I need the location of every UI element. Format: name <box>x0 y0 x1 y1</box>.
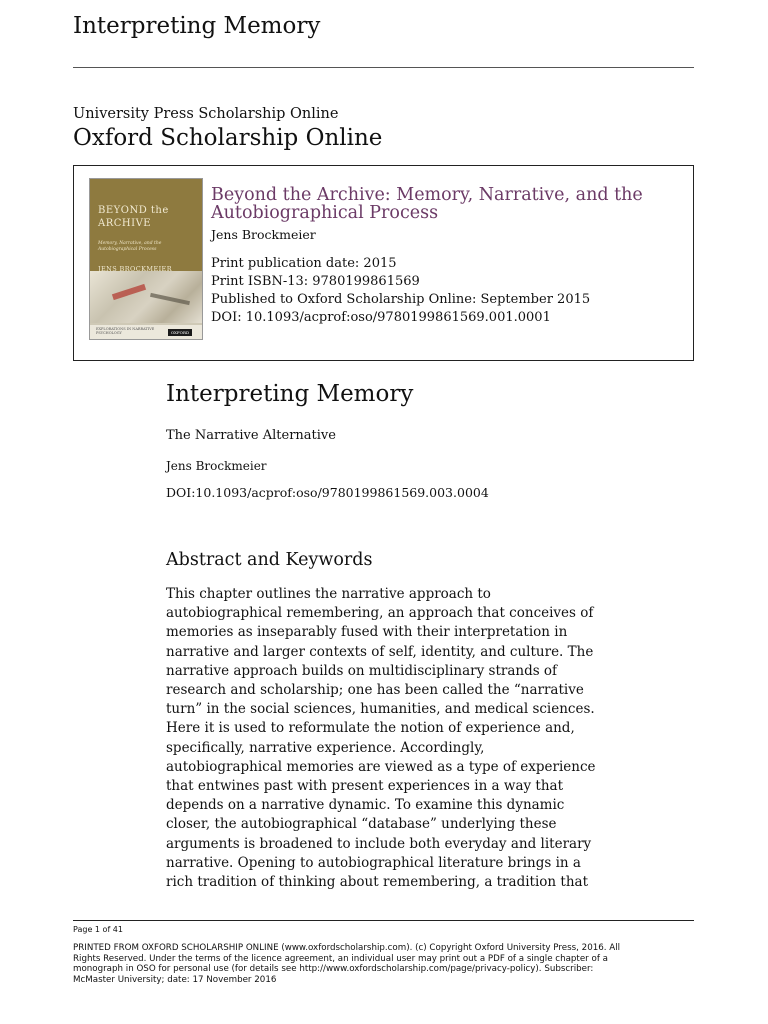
abstract-line: narrative and larger contexts of self, identity, and culture. The <box>166 643 594 660</box>
abstract-line: rich tradition of thinking about remembering, a tradition that <box>166 874 588 891</box>
chapter-subtitle: The Narrative Alternative <box>166 428 336 443</box>
footer-line: PRINTED FROM OXFORD SCHOLARSHIP ONLINE (www.oxfordscholarship.com). (c) Copyright Oxford University Press, 2016. All <box>73 943 621 953</box>
copyright-footer <box>73 943 695 986</box>
running-title: Interpreting Memory <box>73 13 321 39</box>
cover-author: JENS BROCKMEIER <box>98 265 172 273</box>
cover-publisher-logo: OXFORD <box>168 329 192 336</box>
cover-title-line: ARCHIVE <box>98 218 152 229</box>
cover-title <box>98 204 198 230</box>
footer-divider <box>73 920 694 921</box>
footer-line: monograph in OSO for personal use (for details see http://www.oxfordscholarship.com/page/privacy-policy). Subscriber: <box>73 964 594 975</box>
abstract-line: Here it is used to reformulate the notion of experience and, <box>166 720 575 737</box>
abstract-line: research and scholarship; one has been called the “narrative <box>166 682 584 699</box>
print-isbn: Print ISBN-13: 9780199861569 <box>211 274 420 289</box>
series-title: Oxford Scholarship Online <box>73 125 383 151</box>
abstract-line: turn” in the social sciences, humanities, and medical sciences. <box>166 701 595 718</box>
abstract-line: memories as inseparably fused with their interpretation in <box>166 624 568 641</box>
chapter-author: Jens Brockmeier <box>166 459 267 473</box>
press-name: University Press Scholarship Online <box>73 106 339 122</box>
cover-subtitle: Memory, Narrative, and the Autobiographical Process <box>98 241 162 252</box>
book-info-box <box>73 165 694 361</box>
book-doi: DOI: 10.1093/acprof:oso/9780199861569.001.0001 <box>211 310 551 325</box>
abstract-line: narrative approach builds on multidisciplinary strands of <box>166 662 558 679</box>
cover-title-line: BEYOND the <box>98 205 169 216</box>
abstract-line: depends on a narrative dynamic. To examine this dynamic <box>166 797 565 814</box>
cover-painting <box>90 271 202 323</box>
book-title-link[interactable]: Beyond the Archive: Memory, Narrative, and the Autobiographical Process <box>211 185 643 223</box>
abstract-line: autobiographical remembering, an approach that conceives of <box>166 605 594 622</box>
chapter-title: Interpreting Memory <box>166 381 414 407</box>
abstract-line: arguments is broadened to include both everyday and literary <box>166 835 592 852</box>
footer-line: McMaster University; date: 17 November 2016 <box>73 975 277 986</box>
footer-line: Rights Reserved. Under the terms of the licence agreement, an individual user may print out a PDF of a single chapter of a <box>73 953 608 964</box>
header-divider <box>73 67 694 68</box>
cover-series: EXPLORATIONS IN NARRATIVE PSYCHOLOGY <box>96 327 155 335</box>
abstract-line: narrative. Opening to autobiographical literature brings in a <box>166 854 581 871</box>
book-author: Jens Brockmeier <box>211 227 316 242</box>
book-cover-image <box>89 178 203 340</box>
oso-publication-date: Published to Oxford Scholarship Online: September 2015 <box>211 292 591 307</box>
chapter-doi: DOI:10.1093/acprof:oso/9780199861569.003.0004 <box>166 485 489 500</box>
abstract-line: closer, the autobiographical “database” underlying these <box>166 816 557 833</box>
abstract-text <box>166 585 606 892</box>
print-publication-date: Print publication date: 2015 <box>211 256 397 271</box>
page-number: Page 1 of 41 <box>73 925 123 934</box>
book-metadata <box>211 255 590 327</box>
abstract-heading: Abstract and Keywords <box>166 550 373 570</box>
abstract-line: This chapter outlines the narrative approach to <box>166 586 491 602</box>
abstract-line: autobiographical memories are viewed as a type of experience <box>166 758 596 775</box>
abstract-line: that entwines past with present experiences in a way that <box>166 778 564 795</box>
abstract-line: specifically, narrative experience. Accordingly, <box>166 739 485 756</box>
